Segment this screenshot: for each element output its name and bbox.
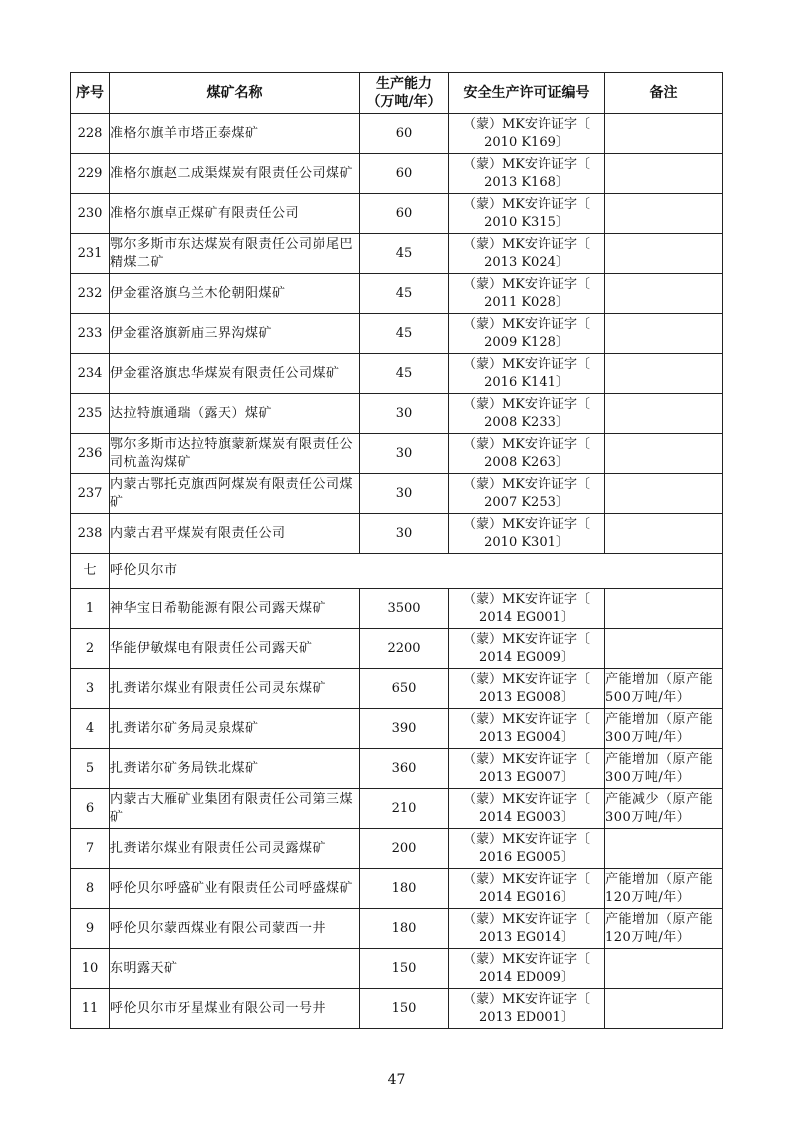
- remark: 产能增加（原产能500万吨/年）: [605, 669, 723, 709]
- license-number: [449, 314, 605, 354]
- table-row: [71, 154, 723, 194]
- table-row: [71, 354, 723, 394]
- remark: 产能增加（原产能300万吨/年）: [605, 709, 723, 749]
- row-number: 8: [71, 869, 110, 909]
- license-line2: 2009 K128〕: [484, 334, 569, 350]
- license-number: [449, 114, 605, 154]
- capacity-value: 150: [360, 989, 449, 1029]
- license-line1: （蒙）MK安许证字〔: [462, 791, 591, 807]
- remark: [605, 949, 723, 989]
- license-number: [449, 629, 605, 669]
- row-number: 231: [71, 234, 110, 274]
- mine-name: 达拉特旗通瑞（露天）煤矿: [110, 394, 360, 434]
- license-line1: （蒙）MK安许证字〔: [462, 236, 591, 252]
- mine-name: 呼伦贝尔蒙西煤业有限公司蒙西一井: [110, 909, 360, 949]
- header-no: 序号: [71, 73, 110, 114]
- license-number: [449, 669, 605, 709]
- license-line1: （蒙）MK安许证字〔: [462, 911, 591, 927]
- capacity-value: 200: [360, 829, 449, 869]
- table-row: [71, 114, 723, 154]
- license-number: [449, 709, 605, 749]
- capacity-value: 210: [360, 789, 449, 829]
- remark: [605, 234, 723, 274]
- mine-name: 东明露天矿: [110, 949, 360, 989]
- row-number: 230: [71, 194, 110, 234]
- row-number: 7: [71, 829, 110, 869]
- license-line1: （蒙）MK安许证字〔: [462, 356, 591, 372]
- table-header-row: [71, 73, 723, 114]
- mine-name: 内蒙古大雁矿业集团有限责任公司第三煤矿: [110, 789, 360, 829]
- row-number: 234: [71, 354, 110, 394]
- capacity-value: 60: [360, 154, 449, 194]
- region-row: [71, 554, 723, 589]
- table-row: [71, 589, 723, 629]
- license-line1: （蒙）MK安许证字〔: [462, 831, 591, 847]
- license-line2: 2010 K315〕: [484, 214, 569, 230]
- license-line2: 2008 K263〕: [484, 454, 569, 470]
- row-number: 11: [71, 989, 110, 1029]
- license-line1: （蒙）MK安许证字〔: [462, 116, 591, 132]
- row-number: 232: [71, 274, 110, 314]
- remark: [605, 434, 723, 474]
- table-row: [71, 394, 723, 434]
- mine-name: 伊金霍洛旗忠华煤炭有限责任公司煤矿: [110, 354, 360, 394]
- mine-name: 准格尔旗羊市塔正泰煤矿: [110, 114, 360, 154]
- license-number: [449, 589, 605, 629]
- license-line2: 2013 EG007〕: [479, 769, 574, 785]
- license-number: [449, 434, 605, 474]
- table-row: [71, 434, 723, 474]
- table-row: [71, 194, 723, 234]
- table-body-ordos: [71, 114, 723, 554]
- table-row: [71, 629, 723, 669]
- remark: [605, 514, 723, 554]
- table-row: [71, 909, 723, 949]
- mine-name: 扎赉诺尔煤业有限责任公司灵东煤矿: [110, 669, 360, 709]
- license-number: [449, 394, 605, 434]
- remark: 产能增加（原产能120万吨/年）: [605, 869, 723, 909]
- license-number: [449, 749, 605, 789]
- capacity-value: 45: [360, 354, 449, 394]
- remark: [605, 629, 723, 669]
- row-number: 1: [71, 589, 110, 629]
- license-line1: （蒙）MK安许证字〔: [462, 476, 591, 492]
- row-number: 3: [71, 669, 110, 709]
- license-line1: （蒙）MK安许证字〔: [462, 396, 591, 412]
- license-line1: （蒙）MK安许证字〔: [462, 671, 591, 687]
- header-capacity-line1: 生产能力: [376, 76, 432, 92]
- mine-name: 扎赉诺尔矿务局灵泉煤矿: [110, 709, 360, 749]
- mine-name: 准格尔旗卓正煤矿有限责任公司: [110, 194, 360, 234]
- capacity-value: 45: [360, 274, 449, 314]
- mine-name: 华能伊敏煤电有限责任公司露天矿: [110, 629, 360, 669]
- license-line2: 2013 EG004〕: [479, 729, 574, 745]
- table-row: [71, 989, 723, 1029]
- capacity-value: 180: [360, 869, 449, 909]
- table-row: [71, 949, 723, 989]
- mine-name: 呼伦贝尔市牙星煤业有限公司一号井: [110, 989, 360, 1029]
- license-number: [449, 474, 605, 514]
- region-no: 七: [71, 554, 110, 589]
- license-line2: 2014 EG016〕: [479, 889, 574, 905]
- capacity-value: 30: [360, 434, 449, 474]
- table-row: [71, 314, 723, 354]
- license-line2: 2014 ED009〕: [479, 969, 574, 985]
- header-license: 安全生产许可证编号: [449, 73, 605, 114]
- row-number: 4: [71, 709, 110, 749]
- mine-name: 伊金霍洛旗乌兰木伦朝阳煤矿: [110, 274, 360, 314]
- remark: [605, 114, 723, 154]
- license-line1: （蒙）MK安许证字〔: [462, 516, 591, 532]
- license-line2: 2014 EG001〕: [479, 609, 574, 625]
- mine-name: 呼伦贝尔呼盛矿业有限责任公司呼盛煤矿: [110, 869, 360, 909]
- license-number: [449, 789, 605, 829]
- license-number: [449, 354, 605, 394]
- table-row: [71, 474, 723, 514]
- remark: [605, 154, 723, 194]
- mine-name: 内蒙古鄂托克旗西阿煤炭有限责任公司煤矿: [110, 474, 360, 514]
- row-number: 228: [71, 114, 110, 154]
- table-body-hulunbuir: [71, 589, 723, 1029]
- coal-mine-table: [70, 72, 723, 1029]
- mine-name: 扎赉诺尔煤业有限责任公司灵露煤矿: [110, 829, 360, 869]
- license-line1: （蒙）MK安许证字〔: [462, 711, 591, 727]
- capacity-value: 60: [360, 114, 449, 154]
- remark: 产能增加（原产能120万吨/年）: [605, 909, 723, 949]
- row-number: 229: [71, 154, 110, 194]
- remark: [605, 274, 723, 314]
- license-line1: （蒙）MK安许证字〔: [462, 436, 591, 452]
- license-number: [449, 909, 605, 949]
- remark: 产能减少（原产能300万吨/年）: [605, 789, 723, 829]
- table-row: [71, 274, 723, 314]
- mine-name: 鄂尔多斯市达拉特旗蒙新煤炭有限责任公司杭盖沟煤矿: [110, 434, 360, 474]
- mine-name: 准格尔旗赵二成渠煤炭有限责任公司煤矿: [110, 154, 360, 194]
- table-row: [71, 709, 723, 749]
- row-number: 236: [71, 434, 110, 474]
- license-number: [449, 989, 605, 1029]
- capacity-value: 60: [360, 194, 449, 234]
- license-line2: 2016 EG005〕: [479, 849, 574, 865]
- license-number: [449, 154, 605, 194]
- row-number: 5: [71, 749, 110, 789]
- header-name: 煤矿名称: [110, 73, 360, 114]
- header-remark: 备注: [605, 73, 723, 114]
- mine-name: 神华宝日希勒能源有限公司露天煤矿: [110, 589, 360, 629]
- mine-name: 伊金霍洛旗新庙三界沟煤矿: [110, 314, 360, 354]
- region-name: 呼伦贝尔市: [110, 554, 723, 589]
- license-line2: 2016 K141〕: [484, 374, 569, 390]
- license-number: [449, 514, 605, 554]
- license-line1: （蒙）MK安许证字〔: [462, 991, 591, 1007]
- table-row: [71, 514, 723, 554]
- license-number: [449, 869, 605, 909]
- license-line2: 2014 EG009〕: [479, 649, 574, 665]
- license-line2: 2010 K169〕: [484, 134, 569, 150]
- capacity-value: 360: [360, 749, 449, 789]
- mine-name: 鄂尔多斯市东达煤炭有限责任公司峁尾巴精煤二矿: [110, 234, 360, 274]
- header-capacity-line2: （万吨/年）: [366, 94, 442, 110]
- table-row: [71, 869, 723, 909]
- row-number: 6: [71, 789, 110, 829]
- remark: [605, 394, 723, 434]
- capacity-value: 30: [360, 394, 449, 434]
- remark: 产能增加（原产能300万吨/年）: [605, 749, 723, 789]
- header-capacity: [360, 73, 449, 114]
- license-line2: 2010 K301〕: [484, 534, 569, 550]
- capacity-value: 180: [360, 909, 449, 949]
- capacity-value: 45: [360, 314, 449, 354]
- mine-name: 扎赉诺尔矿务局铁北煤矿: [110, 749, 360, 789]
- row-number: 233: [71, 314, 110, 354]
- license-line2: 2011 K028〕: [484, 294, 569, 310]
- license-line2: 2013 EG014〕: [479, 929, 574, 945]
- row-number: 9: [71, 909, 110, 949]
- table-body-region: [71, 554, 723, 589]
- license-line1: （蒙）MK安许证字〔: [462, 316, 591, 332]
- table-row: [71, 234, 723, 274]
- capacity-value: 150: [360, 949, 449, 989]
- table-row: [71, 829, 723, 869]
- table-row: [71, 749, 723, 789]
- license-line1: （蒙）MK安许证字〔: [462, 951, 591, 967]
- remark: [605, 354, 723, 394]
- license-line1: （蒙）MK安许证字〔: [462, 591, 591, 607]
- license-line1: （蒙）MK安许证字〔: [462, 196, 591, 212]
- license-line1: （蒙）MK安许证字〔: [462, 631, 591, 647]
- row-number: 237: [71, 474, 110, 514]
- license-number: [449, 194, 605, 234]
- license-line1: （蒙）MK安许证字〔: [462, 276, 591, 292]
- capacity-value: 30: [360, 474, 449, 514]
- row-number: 238: [71, 514, 110, 554]
- row-number: 2: [71, 629, 110, 669]
- license-line2: 2014 EG003〕: [479, 809, 574, 825]
- license-line1: （蒙）MK安许证字〔: [462, 871, 591, 887]
- capacity-value: 45: [360, 234, 449, 274]
- remark: [605, 829, 723, 869]
- capacity-value: 2200: [360, 629, 449, 669]
- row-number: 10: [71, 949, 110, 989]
- remark: [605, 314, 723, 354]
- remark: [605, 589, 723, 629]
- license-number: [449, 274, 605, 314]
- capacity-value: 390: [360, 709, 449, 749]
- capacity-value: 3500: [360, 589, 449, 629]
- remark: [605, 989, 723, 1029]
- table-row: [71, 669, 723, 709]
- license-line2: 2013 K168〕: [484, 174, 569, 190]
- mine-name: 内蒙古君平煤炭有限责任公司: [110, 514, 360, 554]
- license-number: [449, 829, 605, 869]
- license-number: [449, 949, 605, 989]
- remark: [605, 194, 723, 234]
- table-row: [71, 789, 723, 829]
- license-line1: （蒙）MK安许证字〔: [462, 751, 591, 767]
- license-line2: 2013 K024〕: [484, 254, 569, 270]
- page-number: 47: [387, 1072, 406, 1088]
- license-line2: 2013 EG008〕: [479, 689, 574, 705]
- license-line2: 2013 ED001〕: [479, 1009, 574, 1025]
- license-line2: 2008 K233〕: [484, 414, 569, 430]
- license-line1: （蒙）MK安许证字〔: [462, 156, 591, 172]
- remark: [605, 474, 723, 514]
- license-number: [449, 234, 605, 274]
- capacity-value: 30: [360, 514, 449, 554]
- row-number: 235: [71, 394, 110, 434]
- capacity-value: 650: [360, 669, 449, 709]
- license-line2: 2007 K253〕: [484, 494, 569, 510]
